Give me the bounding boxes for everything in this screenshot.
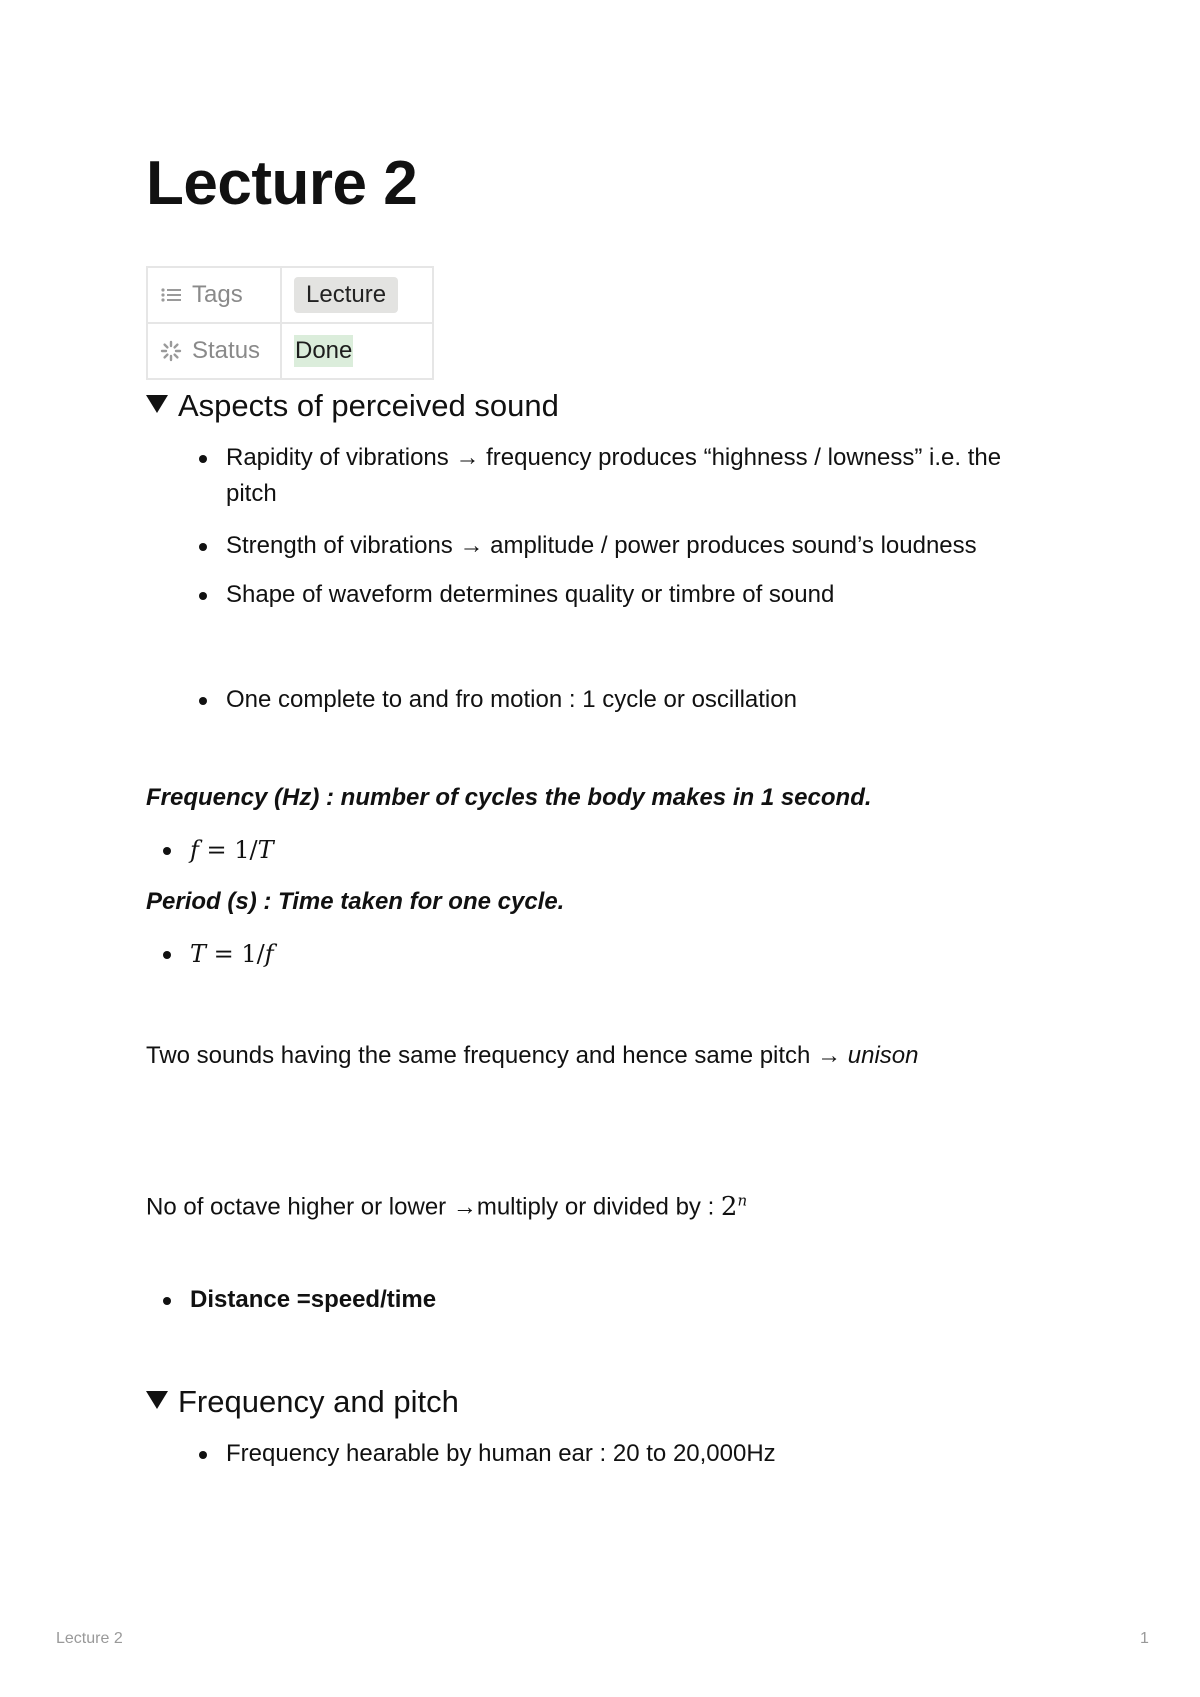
property-value-status[interactable] (281, 323, 433, 379)
toggle-triangle-icon[interactable] (146, 395, 168, 413)
page-number: 1 (1140, 1630, 1149, 1647)
property-key-tags (147, 267, 281, 323)
list-item: Shape of waveform determines quality or timbre of sound (226, 577, 1056, 613)
octave-base: 2 (720, 1191, 738, 1222)
properties-table (146, 266, 434, 380)
formula-f (190, 832, 274, 868)
list-item: One complete to and fro motion : 1 cycle or oscillation (226, 682, 1056, 718)
status-label: Status (192, 337, 261, 364)
octave-text: No of octave higher or lower →multiply or divided by : (146, 1193, 721, 1221)
footer-title: Lecture 2 (56, 1630, 123, 1647)
octave-formula (721, 1192, 747, 1222)
list-item: Distance =speed/time (190, 1282, 436, 1318)
period-definition: Period (s) : Time taken for one cycle. (146, 888, 565, 915)
page-title: Lecture 2 (146, 149, 418, 218)
property-row-status (147, 323, 433, 379)
property-value-tags[interactable] (281, 267, 433, 323)
tags-label: Tags (192, 281, 243, 308)
octave-exponent: n (737, 1191, 748, 1209)
property-row-tags (147, 267, 433, 323)
unison-text: Two sounds having the same frequency and hence same pitch → (146, 1042, 848, 1069)
heading-aspects-text: Aspects of perceived sound (178, 388, 559, 423)
unison-word: unison (847, 1042, 919, 1069)
list-icon (160, 284, 182, 306)
toggle-triangle-icon[interactable] (146, 1391, 168, 1409)
formula-t (190, 936, 274, 972)
math-var: T (257, 836, 274, 864)
heading-frequency-text: Frequency and pitch (178, 1384, 459, 1419)
status-badge[interactable]: Done (294, 335, 353, 367)
aspects-list (226, 440, 1056, 613)
math-var: T (190, 940, 207, 968)
list-item: Frequency hearable by human ear : 20 to 20,000Hz (226, 1436, 1056, 1472)
math-var: f (190, 836, 199, 864)
frequency-list (226, 1436, 1056, 1472)
list-item: Strength of vibrations → amplitude / power produces sound’s loudness (226, 528, 1056, 564)
frequency-definition: Frequency (Hz) : number of cycles the body makes in 1 second. (146, 784, 872, 811)
toggle-heading-aspects[interactable] (146, 386, 559, 426)
unison-paragraph (146, 1038, 918, 1074)
octave-paragraph (146, 1182, 747, 1226)
tag-badge[interactable]: Lecture (294, 277, 398, 313)
math-op: = 1/ (198, 836, 258, 864)
motion-list (226, 682, 1056, 718)
formula-f-list (190, 832, 274, 868)
math-op: = 1/ (206, 940, 265, 968)
loading-icon (160, 340, 182, 362)
toggle-heading-frequency[interactable] (146, 1382, 459, 1422)
property-key-status (147, 323, 281, 379)
math-var: f (264, 940, 274, 968)
list-item: Rapidity of vibrations → frequency produces “highness / lowness” i.e. the pitch (226, 440, 1056, 512)
formula-t-list (190, 936, 274, 972)
distance-list (190, 1282, 436, 1318)
